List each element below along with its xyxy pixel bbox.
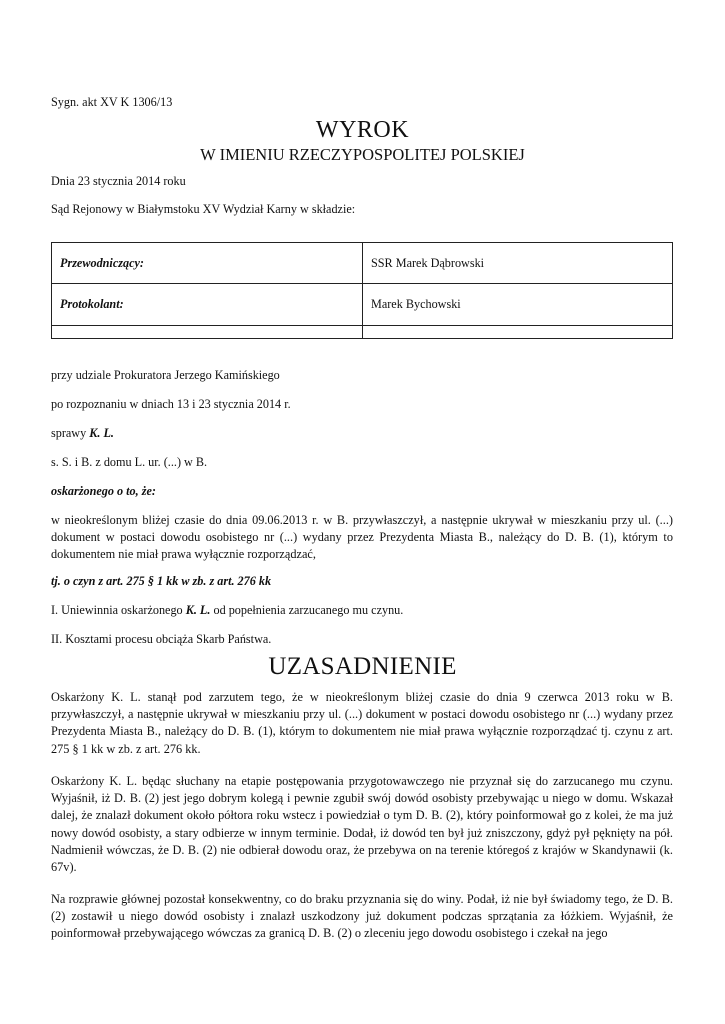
court-composition: Sąd Rejonowy w Białymstoku XV Wydział Karny w składzie: [51,202,356,216]
verdict-date: Dnia 23 stycznia 2014 roku [51,174,186,188]
case-line [51,425,114,441]
verdict-subtitle: W IMIENIU RZECZYPOSPOLITEJ POLSKIEJ [200,145,525,164]
verdict-point-2: II. Kosztami procesu obciąża Skarb Państwa. [51,632,272,646]
charge-text: w nieokreślonym bliżej czasie do dnia 09.06.2013 r. w B. przywłaszczył, a następnie ukrywał w mieszkaniu przy ul. (...) dokument w postaci dowodu osobistego nr (...) wydany przez Prezydenta Miasta B., należący do D. B. (1), którym to dokumentem nie miał prawa wyłącznie rozporządzać, [51,513,673,562]
justification-title: UZASADNIENIE [268,653,457,680]
name-cell: Marek Bychowski [363,284,673,326]
verdict-title: WYROK [315,117,410,143]
role-cell [52,326,363,339]
point1-name: K. L. [185,603,211,617]
point1-prefix: I. Uniewinnia oskarżonego [51,603,186,617]
role-cell: Przewodniczący: [52,243,363,284]
name-cell [363,326,673,339]
table-row [52,326,673,339]
role-cell: Protokolant: [52,284,363,326]
verdict-point-1 [51,602,403,618]
name-cell: SSR Marek Dąbrowski [363,243,673,284]
accused-name: K. L. [89,426,114,440]
hearing-dates: po rozpoznaniu w dniach 13 i 23 stycznia 2014 r. [51,397,291,411]
justification-paragraph-3: Na rozprawie głównej pozostał konsekwentny, co do braku przyznania się do winy. Podał, iż nie był świadomy tego, że D. B. (2) zostawił u niego dowód osobisty i znalazł uszkodzony już dokument podczas sprzątania za łóżkiem. Wyjaśnił, że poinformował przebywającego wówczas za granicą D. B. (2) o zleceniu jego dowodu osobistego i czekał na jego [51,892,673,941]
case-prefix: sprawy [51,426,90,440]
case-signature: Sygn. akt XV K 1306/13 [51,95,173,109]
accused-heading: oskarżonego o to, że: [51,484,156,498]
court-panel-table [51,242,673,339]
prosecutor-line: przy udziale Prokuratora Jerzego Kamińskiego [51,368,280,382]
justification-paragraph-2: Oskarżony K. L. będąc słuchany na etapie postępowania przygotowawczego nie przyznał się do zarzucanego mu czynu. Wyjaśnił, iż D. B. (2) jest jego dobrym kolegą i pewnie zgubił swój dowód osobisty przebywając u niego w domu. Wskazał dalej, że znalazł dokument około półtora roku wstecz i powiedział o tym D. B. (2), który poinformował go z kolei, że ma już nowy dowód osobisty, a stary odbierze w innym terminie. Dodał, iż dowód ten był już zniszczony, gdyż pył pęknięty na pół. Nadmienił wówczas, że D. B. (2) nie odbierał dowodu oraz, że przebywa on na terenie któregoś z krajów w Skandynawii (k. 67v). [51,774,673,875]
justification-paragraph-1: Oskarżony K. L. stanął pod zarzutem tego, że w nieokreślonym bliżej czasie do dnia 9 czerwca 2013 roku w B. przywłaszczył, a następnie ukrywał w mieszkaniu przy ul. (...) dokument w postaci dowodu osobistego nr (...) wydany przez Prezydenta Miasta B., należący do D. B. (1), którym to dokumentem nie miał prawa wyłącznie rozporządzać tj. czynu z art. 275 § 1 kk w zb. z art. 276 kk. [51,690,673,756]
point1-suffix: od popełnienia zarzucanego mu czynu. [210,603,404,617]
table-row [52,284,673,326]
table-row [52,243,673,284]
article-line: tj. o czyn z art. 275 § 1 kk w zb. z art. 276 kk [51,574,272,588]
accused-parents: s. S. i B. z domu L. ur. (...) w B. [51,455,208,469]
